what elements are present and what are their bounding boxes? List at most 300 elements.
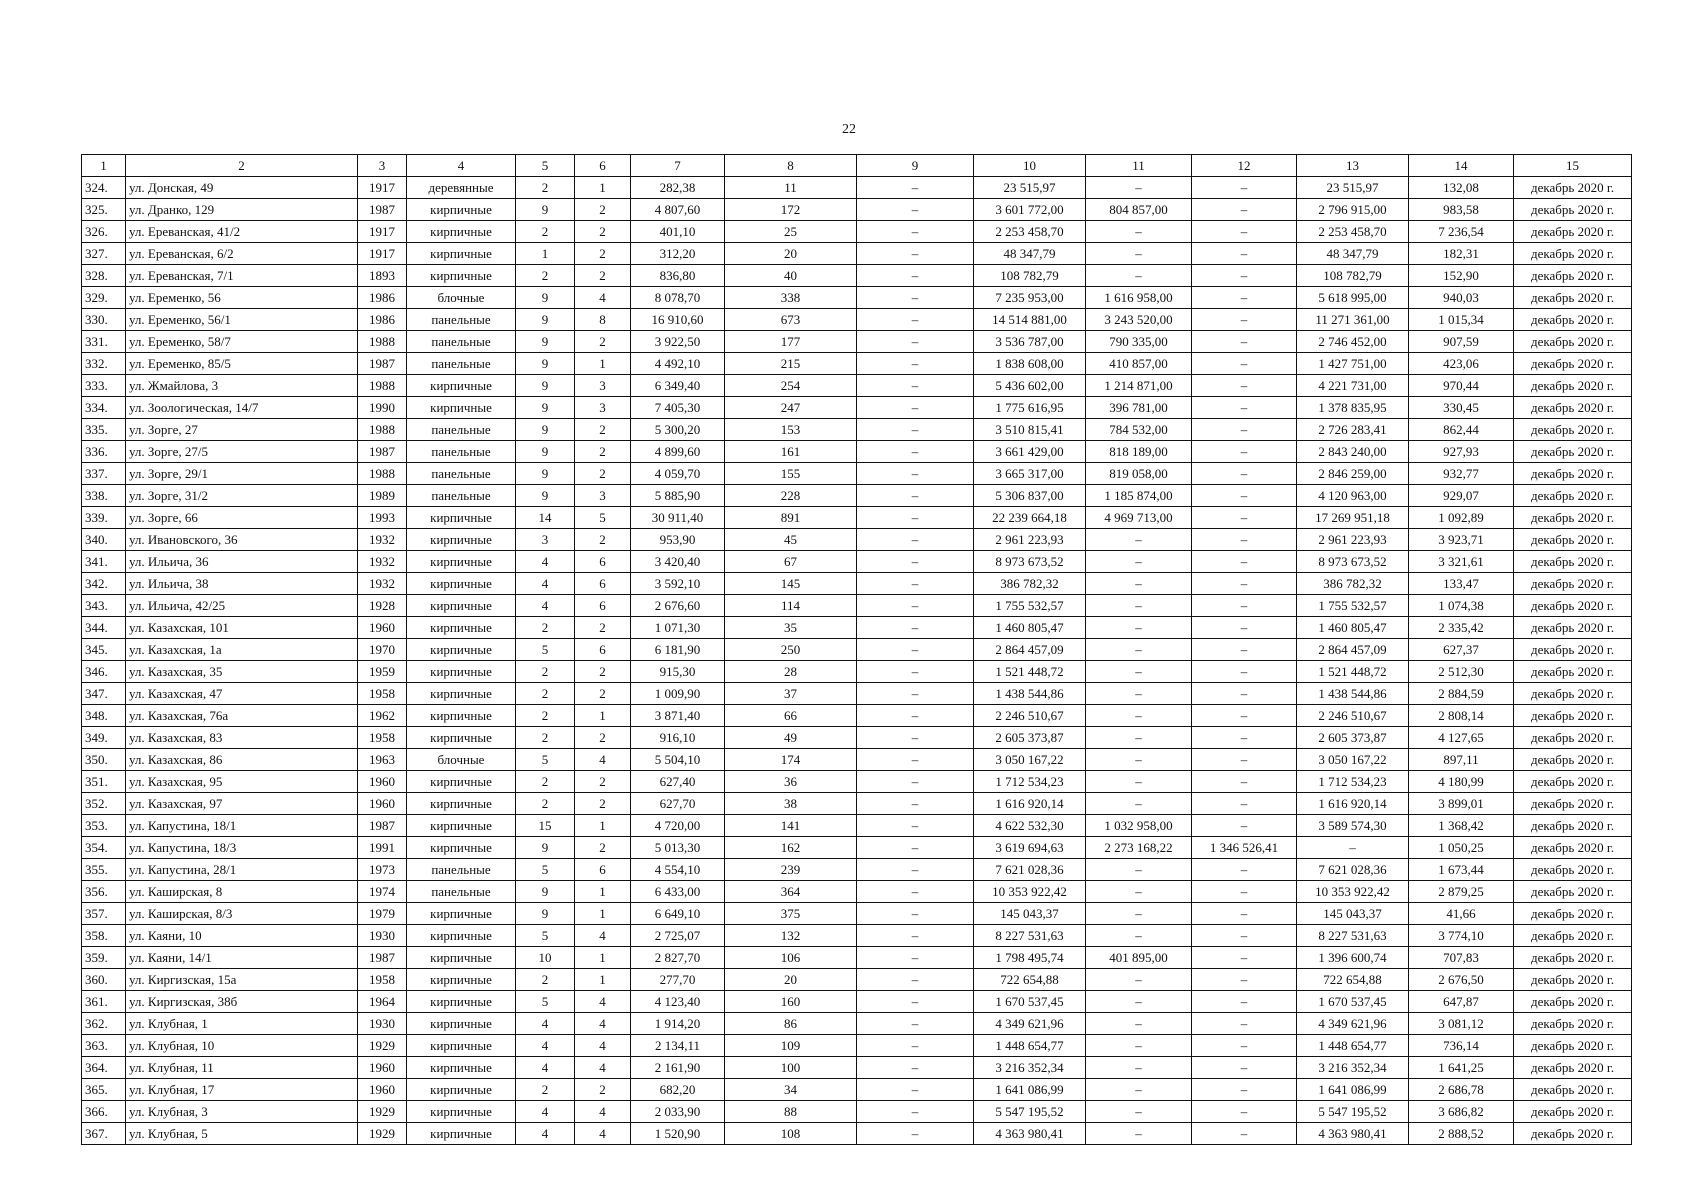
cell-year-built: 1960 — [358, 617, 407, 639]
cell-col-12: – — [1192, 287, 1297, 309]
cell-address: ул. Ереванская, 41/2 — [126, 221, 358, 243]
cell-year-built: 1993 — [358, 507, 407, 529]
cell-entrances: 2 — [575, 837, 631, 859]
cell-row-number: 326. — [82, 221, 126, 243]
cell-deadline: декабрь 2020 г. — [1514, 353, 1632, 375]
table-header-row — [82, 155, 1632, 177]
cell-residents: 28 — [725, 661, 857, 683]
cell-col-11: 790 335,00 — [1086, 331, 1192, 353]
cell-residents: 67 — [725, 551, 857, 573]
cell-floors: 4 — [516, 1101, 575, 1123]
cell-row-number: 365. — [82, 1079, 126, 1101]
cell-col-13: 1 448 654,77 — [1297, 1035, 1409, 1057]
cell-deadline: декабрь 2020 г. — [1514, 617, 1632, 639]
cell-cost-total: 14 514 881,00 — [974, 309, 1086, 331]
cell-wall-material: кирпичные — [407, 815, 516, 837]
table-row — [82, 1123, 1632, 1145]
cell-area: 6 649,10 — [631, 903, 725, 925]
cell-deadline: декабрь 2020 г. — [1514, 903, 1632, 925]
cell-row-number: 345. — [82, 639, 126, 661]
cell-cost-total: 1 438 544,86 — [974, 683, 1086, 705]
cell-floors: 9 — [516, 353, 575, 375]
cell-area: 5 885,90 — [631, 485, 725, 507]
cell-year-built: 1986 — [358, 309, 407, 331]
cell-deadline: декабрь 2020 г. — [1514, 177, 1632, 199]
cell-col-9: – — [857, 617, 974, 639]
cell-col-9: – — [857, 265, 974, 287]
column-header-11: 11 — [1086, 155, 1192, 177]
cell-col-12: – — [1192, 771, 1297, 793]
cell-row-number: 335. — [82, 419, 126, 441]
cell-wall-material: кирпичные — [407, 991, 516, 1013]
cell-cost-per-sqm: 3 686,82 — [1409, 1101, 1514, 1123]
cell-col-13: 1 427 751,00 — [1297, 353, 1409, 375]
cell-address: ул. Донская, 49 — [126, 177, 358, 199]
cell-area: 7 405,30 — [631, 397, 725, 419]
cell-row-number: 357. — [82, 903, 126, 925]
cell-col-9: – — [857, 1101, 974, 1123]
cell-col-9: – — [857, 551, 974, 573]
cell-entrances: 4 — [575, 1013, 631, 1035]
cell-col-9: – — [857, 947, 974, 969]
cell-residents: 11 — [725, 177, 857, 199]
cell-col-11: – — [1086, 771, 1192, 793]
cell-col-12: – — [1192, 441, 1297, 463]
cell-cost-total: 2 253 458,70 — [974, 221, 1086, 243]
cell-area: 627,40 — [631, 771, 725, 793]
cell-col-9: – — [857, 221, 974, 243]
cell-col-11: – — [1086, 265, 1192, 287]
cell-wall-material: кирпичные — [407, 903, 516, 925]
cell-cost-per-sqm: 2 676,50 — [1409, 969, 1514, 991]
cell-cost-total: 3 619 694,63 — [974, 837, 1086, 859]
cell-col-9: – — [857, 1123, 974, 1145]
cell-entrances: 6 — [575, 573, 631, 595]
cell-area: 4 807,60 — [631, 199, 725, 221]
table-row — [82, 1013, 1632, 1035]
cell-deadline: декабрь 2020 г. — [1514, 265, 1632, 287]
cell-col-11: 1 616 958,00 — [1086, 287, 1192, 309]
cell-address: ул. Каширская, 8/3 — [126, 903, 358, 925]
table-row — [82, 947, 1632, 969]
cell-row-number: 346. — [82, 661, 126, 683]
cell-col-12: – — [1192, 331, 1297, 353]
cell-area: 1 071,30 — [631, 617, 725, 639]
cell-address: ул. Ереванская, 6/2 — [126, 243, 358, 265]
cell-entrances: 2 — [575, 331, 631, 353]
cell-wall-material: кирпичные — [407, 617, 516, 639]
cell-deadline: декабрь 2020 г. — [1514, 991, 1632, 1013]
cell-deadline: декабрь 2020 г. — [1514, 1123, 1632, 1145]
cell-entrances: 3 — [575, 375, 631, 397]
cell-residents: 375 — [725, 903, 857, 925]
cell-year-built: 1986 — [358, 287, 407, 309]
cell-col-11: 819 058,00 — [1086, 463, 1192, 485]
cell-floors: 2 — [516, 177, 575, 199]
cell-row-number: 337. — [82, 463, 126, 485]
cell-col-13: 2 253 458,70 — [1297, 221, 1409, 243]
page-number: 22 — [842, 122, 856, 137]
cell-entrances: 2 — [575, 617, 631, 639]
cell-col-12: – — [1192, 661, 1297, 683]
cell-floors: 9 — [516, 375, 575, 397]
cell-col-9: – — [857, 1035, 974, 1057]
cell-residents: 215 — [725, 353, 857, 375]
cell-col-13: 4 120 963,00 — [1297, 485, 1409, 507]
cell-entrances: 2 — [575, 661, 631, 683]
cell-floors: 2 — [516, 727, 575, 749]
cell-year-built: 1929 — [358, 1101, 407, 1123]
cell-area: 5 300,20 — [631, 419, 725, 441]
cell-col-13: 722 654,88 — [1297, 969, 1409, 991]
cell-floors: 4 — [516, 1123, 575, 1145]
cell-col-9: – — [857, 441, 974, 463]
cell-floors: 9 — [516, 463, 575, 485]
cell-cost-total: 3 536 787,00 — [974, 331, 1086, 353]
cell-year-built: 1970 — [358, 639, 407, 661]
cell-cost-per-sqm: 2 686,78 — [1409, 1079, 1514, 1101]
cell-col-9: – — [857, 177, 974, 199]
cell-residents: 40 — [725, 265, 857, 287]
cell-col-9: – — [857, 1057, 974, 1079]
cell-cost-total: 108 782,79 — [974, 265, 1086, 287]
cell-entrances: 4 — [575, 925, 631, 947]
cell-entrances: 2 — [575, 419, 631, 441]
cell-col-11: – — [1086, 639, 1192, 661]
cell-row-number: 329. — [82, 287, 126, 309]
cell-cost-per-sqm: 1 641,25 — [1409, 1057, 1514, 1079]
cell-cost-total: 1 521 448,72 — [974, 661, 1086, 683]
cell-col-13: 10 353 922,42 — [1297, 881, 1409, 903]
cell-cost-total: 2 961 223,93 — [974, 529, 1086, 551]
cell-entrances: 6 — [575, 595, 631, 617]
cell-cost-total: 5 547 195,52 — [974, 1101, 1086, 1123]
table-row — [82, 529, 1632, 551]
cell-address: ул. Жмайлова, 3 — [126, 375, 358, 397]
cell-col-11: – — [1086, 749, 1192, 771]
cell-entrances: 2 — [575, 221, 631, 243]
cell-entrances: 4 — [575, 749, 631, 771]
cell-col-12: – — [1192, 1035, 1297, 1057]
cell-col-12: – — [1192, 1101, 1297, 1123]
table-row — [82, 969, 1632, 991]
cell-col-9: – — [857, 331, 974, 353]
cell-residents: 36 — [725, 771, 857, 793]
cell-address: ул. Ильича, 36 — [126, 551, 358, 573]
cell-col-13: 3 050 167,22 — [1297, 749, 1409, 771]
cell-entrances: 2 — [575, 441, 631, 463]
table-row — [82, 507, 1632, 529]
cell-area: 2 827,70 — [631, 947, 725, 969]
cell-col-9: – — [857, 859, 974, 881]
cell-col-13: 1 396 600,74 — [1297, 947, 1409, 969]
cell-wall-material: кирпичные — [407, 683, 516, 705]
cell-area: 953,90 — [631, 529, 725, 551]
cell-wall-material: кирпичные — [407, 221, 516, 243]
cell-row-number: 344. — [82, 617, 126, 639]
cell-row-number: 364. — [82, 1057, 126, 1079]
cell-col-12: – — [1192, 925, 1297, 947]
cell-deadline: декабрь 2020 г. — [1514, 1035, 1632, 1057]
cell-col-11: 1 214 871,00 — [1086, 375, 1192, 397]
cell-floors: 9 — [516, 441, 575, 463]
cell-address: ул. Клубная, 5 — [126, 1123, 358, 1145]
cell-area: 312,20 — [631, 243, 725, 265]
cell-col-9: – — [857, 353, 974, 375]
cell-col-11: 401 895,00 — [1086, 947, 1192, 969]
table-row — [82, 991, 1632, 1013]
cell-residents: 34 — [725, 1079, 857, 1101]
cell-residents: 174 — [725, 749, 857, 771]
cell-col-9: – — [857, 419, 974, 441]
cell-floors: 2 — [516, 1079, 575, 1101]
cell-entrances: 1 — [575, 705, 631, 727]
table-row — [82, 1057, 1632, 1079]
cell-area: 836,80 — [631, 265, 725, 287]
cell-year-built: 1960 — [358, 771, 407, 793]
cell-area: 30 911,40 — [631, 507, 725, 529]
cell-floors: 2 — [516, 683, 575, 705]
cell-address: ул. Каширская, 8 — [126, 881, 358, 903]
cell-year-built: 1917 — [358, 177, 407, 199]
cell-col-12: – — [1192, 397, 1297, 419]
cell-year-built: 1962 — [358, 705, 407, 727]
cell-cost-total: 3 661 429,00 — [974, 441, 1086, 463]
cell-year-built: 1987 — [358, 353, 407, 375]
cell-col-11: – — [1086, 705, 1192, 727]
cell-col-13: 8 973 673,52 — [1297, 551, 1409, 573]
cell-cost-per-sqm: 983,58 — [1409, 199, 1514, 221]
column-header-10: 10 — [974, 155, 1086, 177]
cell-deadline: декабрь 2020 г. — [1514, 1057, 1632, 1079]
cell-cost-total: 3 216 352,34 — [974, 1057, 1086, 1079]
cell-col-12: – — [1192, 199, 1297, 221]
cell-wall-material: кирпичные — [407, 771, 516, 793]
cell-cost-total: 722 654,88 — [974, 969, 1086, 991]
cell-col-12: – — [1192, 595, 1297, 617]
cell-floors: 4 — [516, 551, 575, 573]
cell-col-13: 2 726 283,41 — [1297, 419, 1409, 441]
cell-col-9: – — [857, 661, 974, 683]
cell-cost-per-sqm: 2 335,42 — [1409, 617, 1514, 639]
cell-cost-per-sqm: 1 074,38 — [1409, 595, 1514, 617]
cell-address: ул. Клубная, 11 — [126, 1057, 358, 1079]
cell-cost-per-sqm: 3 774,10 — [1409, 925, 1514, 947]
cell-floors: 9 — [516, 419, 575, 441]
cell-cost-total: 1 755 532,57 — [974, 595, 1086, 617]
cell-wall-material: панельные — [407, 881, 516, 903]
cell-col-12: – — [1192, 969, 1297, 991]
cell-deadline: декабрь 2020 г. — [1514, 969, 1632, 991]
cell-col-9: – — [857, 749, 974, 771]
cell-address: ул. Каяни, 10 — [126, 925, 358, 947]
cell-wall-material: кирпичные — [407, 727, 516, 749]
cell-entrances: 1 — [575, 903, 631, 925]
column-header-13: 13 — [1297, 155, 1409, 177]
cell-residents: 891 — [725, 507, 857, 529]
cell-cost-per-sqm: 907,59 — [1409, 331, 1514, 353]
cell-area: 3 592,10 — [631, 573, 725, 595]
cell-col-13: 2 961 223,93 — [1297, 529, 1409, 551]
cell-residents: 250 — [725, 639, 857, 661]
cell-entrances: 2 — [575, 243, 631, 265]
table-row — [82, 243, 1632, 265]
column-header-9: 9 — [857, 155, 974, 177]
cell-col-12: – — [1192, 1079, 1297, 1101]
cell-cost-total: 1 641 086,99 — [974, 1079, 1086, 1101]
cell-row-number: 340. — [82, 529, 126, 551]
table-row — [82, 639, 1632, 661]
cell-row-number: 353. — [82, 815, 126, 837]
cell-cost-total: 1 798 495,74 — [974, 947, 1086, 969]
cell-col-9: – — [857, 507, 974, 529]
cell-cost-total: 10 353 922,42 — [974, 881, 1086, 903]
cell-row-number: 356. — [82, 881, 126, 903]
cell-floors: 2 — [516, 265, 575, 287]
cell-deadline: декабрь 2020 г. — [1514, 815, 1632, 837]
cell-col-13: 4 349 621,96 — [1297, 1013, 1409, 1035]
cell-address: ул. Казахская, 35 — [126, 661, 358, 683]
cell-year-built: 1958 — [358, 683, 407, 705]
cell-entrances: 4 — [575, 287, 631, 309]
cell-address: ул. Казахская, 83 — [126, 727, 358, 749]
cell-deadline: декабрь 2020 г. — [1514, 199, 1632, 221]
cell-residents: 37 — [725, 683, 857, 705]
cell-cost-total: 145 043,37 — [974, 903, 1086, 925]
cell-residents: 49 — [725, 727, 857, 749]
cell-col-12: – — [1192, 947, 1297, 969]
cell-col-9: – — [857, 969, 974, 991]
cell-cost-per-sqm: 1 092,89 — [1409, 507, 1514, 529]
cell-col-11: 4 969 713,00 — [1086, 507, 1192, 529]
cell-col-9: – — [857, 463, 974, 485]
column-header-12: 12 — [1192, 155, 1297, 177]
cell-row-number: 333. — [82, 375, 126, 397]
cell-year-built: 1960 — [358, 793, 407, 815]
cell-residents: 155 — [725, 463, 857, 485]
cell-cost-total: 1 712 534,23 — [974, 771, 1086, 793]
table-row — [82, 265, 1632, 287]
cell-deadline: декабрь 2020 г. — [1514, 1079, 1632, 1101]
cell-col-11: – — [1086, 1079, 1192, 1101]
cell-deadline: декабрь 2020 г. — [1514, 485, 1632, 507]
cell-year-built: 1930 — [358, 1013, 407, 1035]
cell-address: ул. Клубная, 3 — [126, 1101, 358, 1123]
cell-area: 5 013,30 — [631, 837, 725, 859]
cell-col-12: – — [1192, 551, 1297, 573]
cell-year-built: 1929 — [358, 1035, 407, 1057]
cell-wall-material: кирпичные — [407, 1101, 516, 1123]
cell-residents: 109 — [725, 1035, 857, 1057]
cell-entrances: 1 — [575, 969, 631, 991]
cell-col-12: – — [1192, 903, 1297, 925]
cell-col-9: – — [857, 991, 974, 1013]
cell-cost-total: 1 460 805,47 — [974, 617, 1086, 639]
cell-cost-total: 3 665 317,00 — [974, 463, 1086, 485]
cell-address: ул. Еременко, 56/1 — [126, 309, 358, 331]
cell-deadline: декабрь 2020 г. — [1514, 441, 1632, 463]
cell-deadline: декабрь 2020 г. — [1514, 881, 1632, 903]
cell-col-11: – — [1086, 859, 1192, 881]
cell-wall-material: панельные — [407, 309, 516, 331]
cell-col-13: 4 221 731,00 — [1297, 375, 1409, 397]
cell-year-built: 1960 — [358, 1057, 407, 1079]
column-header-5: 5 — [516, 155, 575, 177]
column-header-1: 1 — [82, 155, 126, 177]
cell-year-built: 1930 — [358, 925, 407, 947]
cell-deadline: декабрь 2020 г. — [1514, 573, 1632, 595]
cell-col-13: 145 043,37 — [1297, 903, 1409, 925]
cell-wall-material: кирпичные — [407, 595, 516, 617]
table-row — [82, 177, 1632, 199]
cell-year-built: 1929 — [358, 1123, 407, 1145]
cell-col-11: – — [1086, 1101, 1192, 1123]
table-body — [82, 177, 1632, 1145]
cell-residents: 20 — [725, 243, 857, 265]
cell-address: ул. Киргизская, 15а — [126, 969, 358, 991]
table-row — [82, 463, 1632, 485]
cell-address: ул. Зорге, 66 — [126, 507, 358, 529]
cell-floors: 2 — [516, 661, 575, 683]
cell-floors: 5 — [516, 859, 575, 881]
cell-year-built: 1987 — [358, 815, 407, 837]
cell-year-built: 1932 — [358, 551, 407, 573]
cell-row-number: 367. — [82, 1123, 126, 1145]
cell-col-13: 1 712 534,23 — [1297, 771, 1409, 793]
cell-residents: 673 — [725, 309, 857, 331]
cell-col-11: 410 857,00 — [1086, 353, 1192, 375]
cell-col-9: – — [857, 881, 974, 903]
cell-entrances: 2 — [575, 463, 631, 485]
cell-residents: 161 — [725, 441, 857, 463]
housing-table-container — [81, 154, 1632, 1145]
cell-residents: 145 — [725, 573, 857, 595]
cell-cost-per-sqm: 4 127,65 — [1409, 727, 1514, 749]
cell-col-13: 386 782,32 — [1297, 573, 1409, 595]
cell-cost-per-sqm: 182,31 — [1409, 243, 1514, 265]
cell-floors: 14 — [516, 507, 575, 529]
cell-cost-per-sqm: 927,93 — [1409, 441, 1514, 463]
cell-area: 277,70 — [631, 969, 725, 991]
cell-cost-per-sqm: 1 368,42 — [1409, 815, 1514, 837]
cell-deadline: декабрь 2020 г. — [1514, 397, 1632, 419]
table-row — [82, 221, 1632, 243]
cell-col-12: – — [1192, 353, 1297, 375]
cell-floors: 9 — [516, 199, 575, 221]
cell-col-11: – — [1086, 1123, 1192, 1145]
cell-row-number: 328. — [82, 265, 126, 287]
cell-area: 2 134,11 — [631, 1035, 725, 1057]
cell-col-9: – — [857, 815, 974, 837]
cell-floors: 2 — [516, 617, 575, 639]
cell-address: ул. Зорге, 27 — [126, 419, 358, 441]
cell-deadline: декабрь 2020 г. — [1514, 683, 1632, 705]
cell-area: 4 492,10 — [631, 353, 725, 375]
cell-deadline: декабрь 2020 г. — [1514, 661, 1632, 683]
cell-floors: 1 — [516, 243, 575, 265]
cell-deadline: декабрь 2020 г. — [1514, 331, 1632, 353]
cell-address: ул. Казахская, 47 — [126, 683, 358, 705]
cell-row-number: 332. — [82, 353, 126, 375]
cell-deadline: декабрь 2020 г. — [1514, 419, 1632, 441]
cell-address: ул. Казахская, 97 — [126, 793, 358, 815]
cell-deadline: декабрь 2020 г. — [1514, 639, 1632, 661]
cell-deadline: декабрь 2020 г. — [1514, 243, 1632, 265]
cell-col-12: – — [1192, 1057, 1297, 1079]
cell-residents: 108 — [725, 1123, 857, 1145]
cell-floors: 2 — [516, 221, 575, 243]
cell-address: ул. Еременко, 85/5 — [126, 353, 358, 375]
